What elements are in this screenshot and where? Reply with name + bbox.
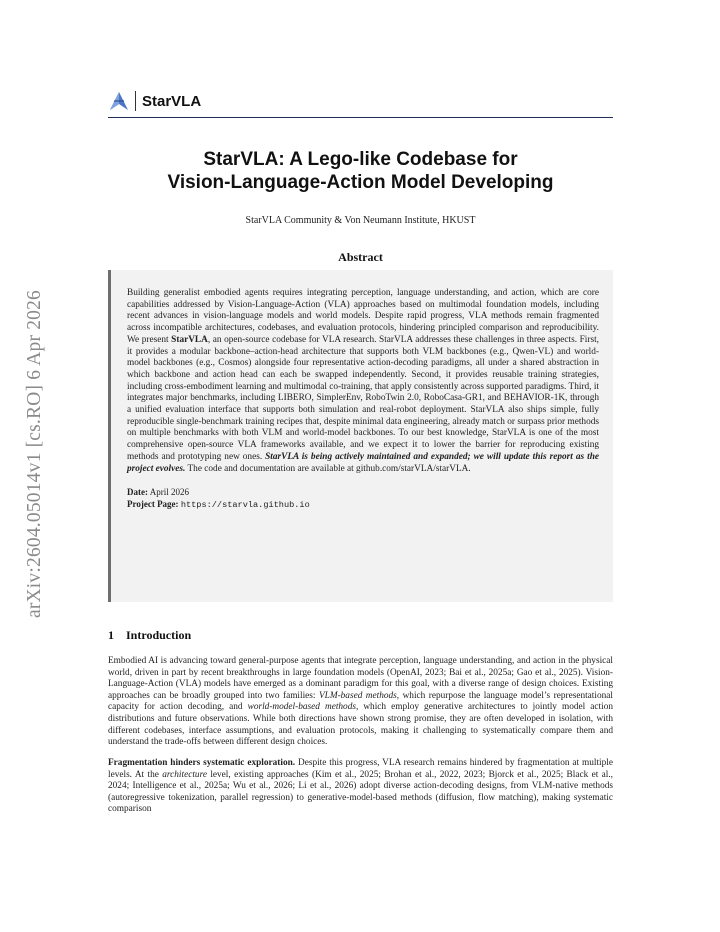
abstract-meta — [127, 487, 599, 511]
intro-paragraph-1 — [108, 656, 613, 749]
para-part: , which employ generative architectures to jointly model action distributions and future observations. While both directions have shown strong promise, they are often developed in isolation, with different codebases, interface assumptions, and evaluation protocols, making it challenging to systematically compare them and understand the trade-offs between different design choices. — [108, 702, 613, 748]
arxiv-stamp-text: arXiv:2604.05014v1 [cs.RO] 6 Apr 2026 — [24, 289, 46, 619]
title-line-1: StarVLA: A Lego-like Codebase for — [203, 149, 518, 170]
para-part: level, existing approaches (Kim et al., 2025; Brohan et al., 2022, 2023; Bjorck et al., 2025; Black et al., 2024; Intelligence et al., 2025a; Wu et al., 2026; Li et al., 2026) adopt diverse action-decoding designs, from VLM-native methods (autoregressive tokenization, parallel regression) to generative-model-based methods (diffusion, flow matching), making systematic comparison — [108, 769, 613, 815]
abstract-text — [127, 288, 599, 475]
abstract-heading: Abstract — [338, 250, 383, 264]
header-logo — [108, 87, 201, 115]
section-heading-introduction — [108, 628, 191, 643]
date-label: Date: — [127, 487, 148, 498]
abstract-part: Building generalist embodied agents requires integrating perception, language understanding, and action, which are core capabilities addressed by Vision-Language-Action (VLA) approaches based on multimodal foundation models, including recent advances in vision-language models and world models. Despite rapid progress, VLA methods remain fragmented across incompatible architectures, codebases, and evaluation protocols, hindering principled comparison and reproducibility. We present — [127, 288, 599, 345]
abstract-part: The code and documentation are available at github.com/starVLA/starVLA. — [185, 463, 471, 474]
abstract-box — [108, 270, 613, 602]
brand-name: StarVLA — [142, 92, 202, 110]
header-rule — [108, 117, 613, 118]
para-italic: world-model-based methods — [247, 702, 356, 713]
section-title: Introduction — [126, 628, 192, 642]
date-line — [127, 487, 599, 499]
paragraph-heading: Fragmentation hinders systematic exploration. — [108, 758, 296, 768]
para-italic: architecture — [162, 769, 207, 780]
star-arm-logo-icon — [108, 90, 130, 112]
intro-paragraph-2 — [108, 758, 613, 816]
para-part: Embodied AI is advancing toward general-purpose agents that integrate perception, language understanding, and action in the physical world, driven in part by recent breakthroughs in large foundation models (OpenAI, 2023; Bai et al., 2025a; Gao et al., 2025). Vision-Language-Action (VLA) models have emerged as a dominant paradigm for this goal, with a diverse range of design choices. Existing approaches can be broadly grouped into two families: — [108, 656, 613, 701]
title-line-2: Vision-Language-Action Model Developing — [167, 172, 554, 193]
date-value: April 2026 — [149, 487, 190, 498]
arxiv-stamp — [8, 262, 62, 646]
project-label: Project Page: — [127, 498, 179, 509]
para-part: Despite this progress, VLA research remains hindered by fragmentation at multiple levels. At the — [108, 758, 613, 780]
abstract-emphasis: StarVLA is being actively maintained and expanded; we will update this report as the project evolves. — [127, 451, 599, 474]
abstract-bold-name: StarVLA — [171, 334, 208, 345]
section-number: 1 — [108, 628, 114, 642]
logo-divider — [135, 91, 136, 111]
para-part: , which repurpose the language model’s representational capacity for action decoding, and — [108, 690, 613, 713]
project-line — [127, 499, 599, 512]
project-link[interactable]: https://starvla.github.io — [180, 499, 310, 510]
abstract-part: , an open-source codebase for VLA research. StarVLA addresses these challenges in three aspects. First, it provides a modular backbone–action-head architecture that supports both VLM backbones (e.g., Qwen-VL) and world-model backbones (e.g., Cosmos) alongside four representative action-decoding paradigms, all under a shared abstraction in which backbone and action head can each be swapped independently. Second, it provides reusable training strategies, including cross-embodiment learning and multimodal co-training, that apply consistently across supported paradigms. Third, it integrates major benchmarks, including LIBERO, SimplerEnv, RoboTwin 2.0, RoboCasa-GR1, and BEHAVIOR-1K, through a unified evaluation interface that supports both simulation and real-robot deployment. StarVLA also ships simple, fully reproducible single-benchmark training recipes that, despite minimal data engineering, already match or surpass prior methods on multiple benchmarks with both VLM and world-model backbones. To our best knowledge, StarVLA is one of the most comprehensive open-source VLA frameworks available, and we expect it to lower the barrier for reproducing existing methods and prototyping new ones. — [127, 334, 599, 462]
authors: StarVLA Community & Von Neumann Institute, HKUST — [245, 215, 476, 226]
para-italic: VLM-based methods — [318, 690, 397, 701]
paper-title — [108, 148, 613, 194]
